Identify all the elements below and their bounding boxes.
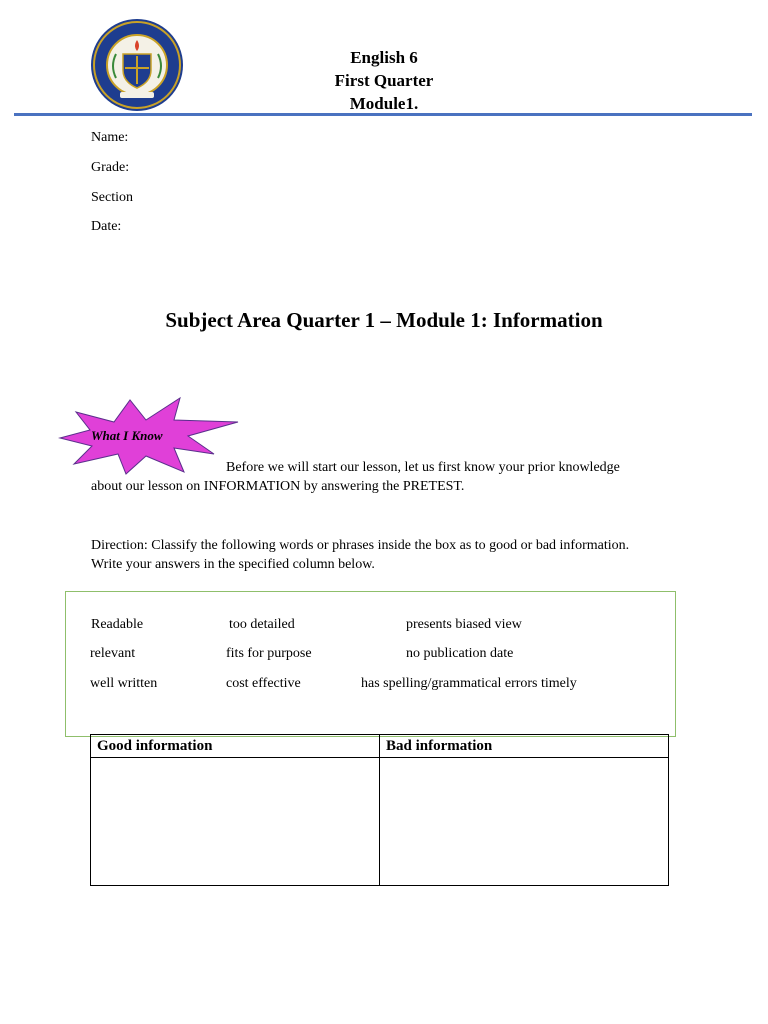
bad-information-header: Bad information: [380, 735, 669, 758]
page-title: Subject Area Quarter 1 – Module 1: Information: [165, 308, 603, 332]
word-item: cost effective: [226, 676, 301, 691]
word-item: has spelling/grammatical errors timely: [361, 676, 577, 691]
word-item: no publication date: [406, 646, 514, 661]
bad-information-answer-cell[interactable]: [380, 758, 669, 886]
word-item: too detailed: [229, 617, 295, 632]
header-module: Module1.: [349, 94, 419, 113]
header-subject: English 6: [350, 48, 418, 67]
word-item: presents biased view: [406, 617, 522, 632]
direction-line-1: Direction: Classify the following words or phrases inside the box as to good or bad information.: [91, 538, 630, 553]
direction-line-2: Write your answers in the specified column below.: [91, 557, 375, 572]
word-item: fits for purpose: [226, 646, 312, 661]
date-field-label: Date:: [91, 219, 122, 234]
word-item: relevant: [90, 646, 136, 661]
good-information-header: Good information: [91, 735, 380, 758]
direction-paragraph: [91, 536, 711, 574]
intro-line-2: about our lesson on INFORMATION by answering the PRETEST.: [91, 479, 465, 494]
section-field-label: Section: [91, 190, 133, 205]
intro-line-1: Before we will start our lesson, let us first know your prior knowledge: [226, 460, 620, 475]
header-quarter: First Quarter: [334, 71, 434, 90]
good-information-answer-cell[interactable]: [91, 758, 380, 886]
name-field-label: Name:: [91, 130, 129, 145]
grade-field-label: Grade:: [91, 160, 130, 175]
intro-paragraph: [91, 458, 691, 496]
word-bank-box: [65, 591, 676, 737]
school-seal-logo: [90, 18, 184, 112]
what-i-know-label: What I Know: [91, 428, 163, 443]
word-item: well written: [90, 676, 158, 691]
word-item: Readable: [91, 617, 144, 632]
answer-table: [90, 734, 669, 886]
header-divider: [14, 113, 752, 116]
